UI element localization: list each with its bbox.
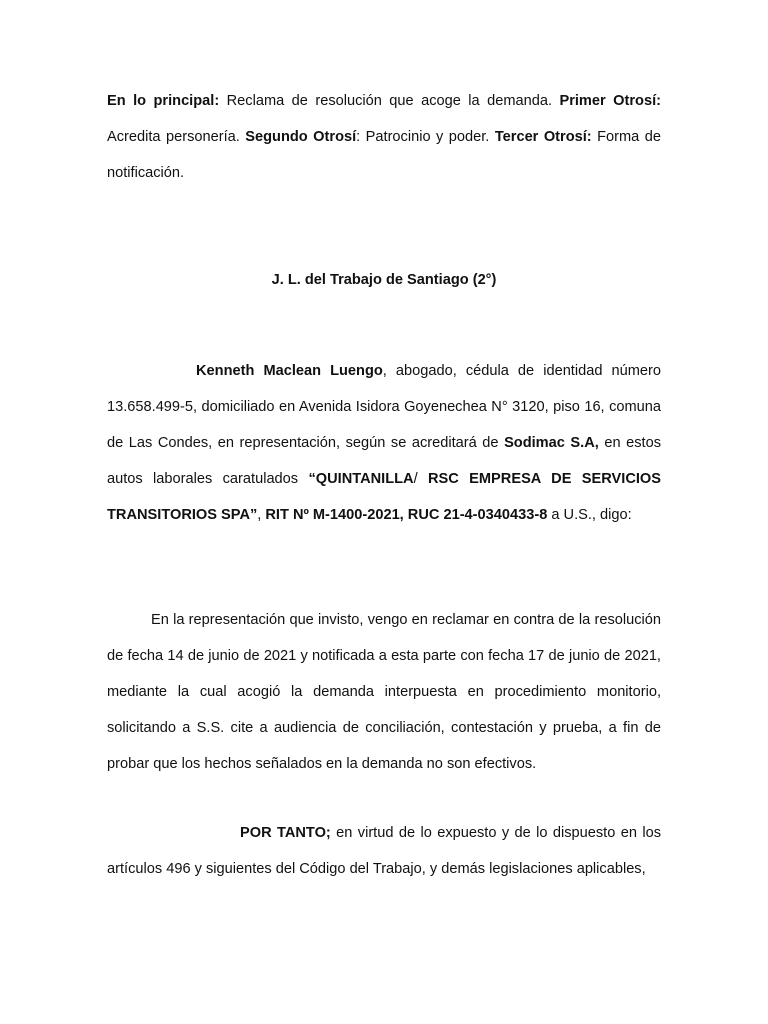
case-numbers: RIT Nº M-1400-2021, RUC 21-4-0340433-8 xyxy=(265,507,548,523)
appearance-paragraph xyxy=(107,353,661,533)
appearance-text-3: a U.S., digo: xyxy=(547,507,632,523)
summary-paragraph xyxy=(107,83,661,191)
case-comma: , xyxy=(257,507,266,523)
lawyer-name: Kenneth Maclean Luengo xyxy=(196,363,383,379)
court-heading xyxy=(107,262,661,298)
appearance-text-1: , abogado, cédula de identidad número 13.658.499-5, domiciliado en Avenida Isidora Goyenechea N° 3120, piso 16, comuna de Las Condes, en representación, según se acreditará de xyxy=(107,363,662,451)
petition-label: POR TANTO; xyxy=(240,825,331,841)
petition-text: en virtud de lo expuesto y de lo dispuesto en los artículos 496 y siguientes del Código del Trabajo, y demás legislaciones aplicables, xyxy=(107,825,661,877)
otrosi3-text: Forma de notificación. xyxy=(107,129,661,181)
otrosi2-label: Segundo Otrosí xyxy=(245,129,357,145)
case-title-slash: / xyxy=(413,471,428,487)
petition-paragraph xyxy=(107,815,661,887)
case-title-1: “QUINTANILLA xyxy=(308,471,414,487)
appearance-text-2: en estos autos laborales caratulados xyxy=(107,435,661,487)
otrosi1-text: Acredita personería. xyxy=(107,129,246,145)
otrosi2-text: : Patrocinio y poder. xyxy=(356,129,495,145)
company-name: Sodimac S.A, xyxy=(504,435,599,451)
otrosi3-label: Tercer Otrosí: xyxy=(494,129,592,145)
court-name: J. L. del Trabajo de Santiago (2°) xyxy=(271,272,497,288)
otrosi1-label: Primer Otrosí: xyxy=(559,93,661,109)
principal-text: Reclama de resolución que acoge la demanda. xyxy=(219,93,560,109)
body-paragraph: En la representación que invisto, vengo en reclamar en contra de la resolución de fecha 14 de junio de 2021 y notificada a esta parte con fecha 17 de junio de 2021, mediante la cual acogió la demanda interpuesta en procedimiento monitorio, solicitando a S.S. cite a audiencia de conciliación, contestación y prueba, a fin de probar que los hechos señalados en la demanda no son efectivos. xyxy=(107,612,661,772)
case-title-2: RSC EMPRESA DE SERVICIOS TRANSITORIOS SPA” xyxy=(107,471,661,523)
principal-label: En lo principal: xyxy=(107,93,220,109)
